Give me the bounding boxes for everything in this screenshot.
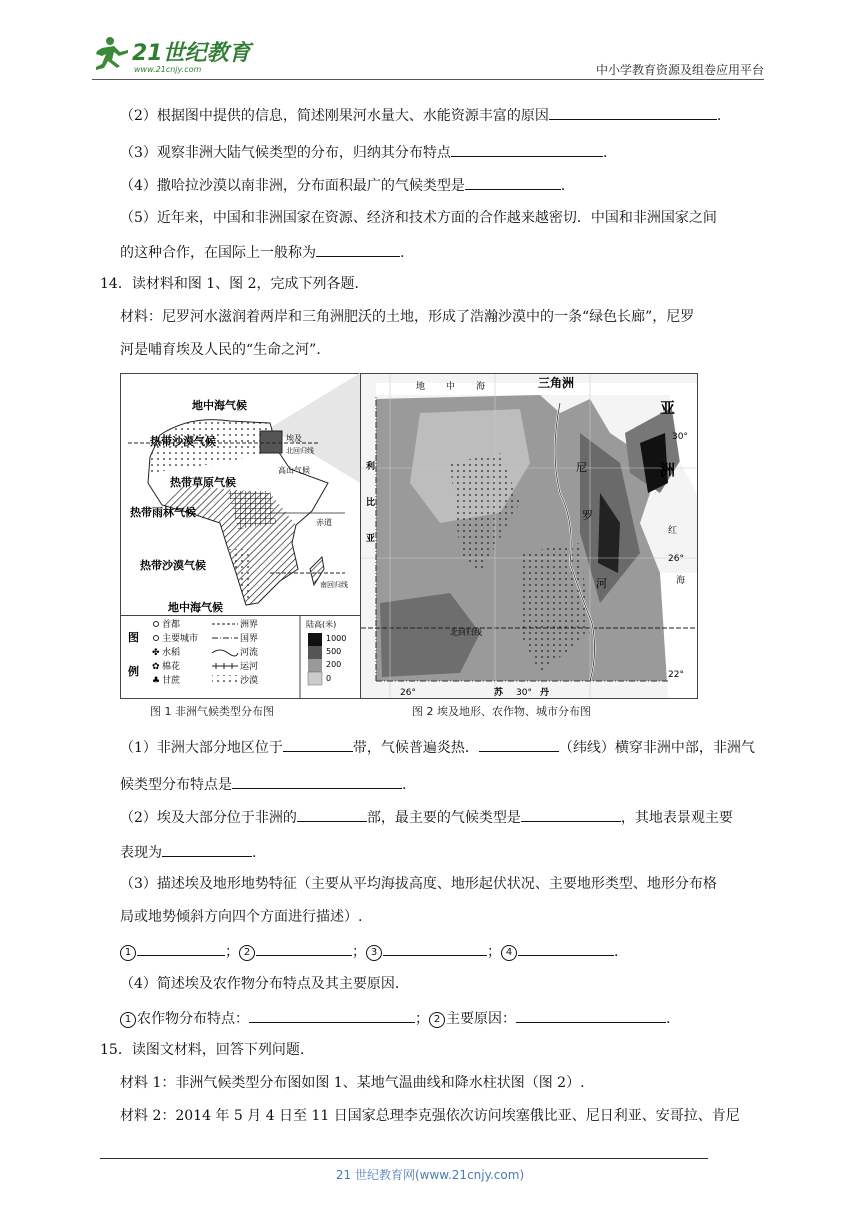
- question-text: ；: [415, 1011, 429, 1027]
- desert-icon: [212, 675, 238, 685]
- egypt-map: [361, 374, 697, 698]
- label-libya-3: 亚: [366, 534, 376, 544]
- legend-canal: 运河: [240, 662, 259, 672]
- label-tropical-desert: 热带沙漠气候: [150, 435, 216, 448]
- svg-text:21世纪教育: 21世纪教育: [132, 41, 251, 66]
- label-asia-2: 洲: [660, 461, 676, 479]
- label-nile-2: 罗: [582, 509, 593, 522]
- svg-text:www.21cnjy.com: www.21cnjy.com: [134, 65, 202, 74]
- question-line: [120, 806, 733, 828]
- answer-blank[interactable]: [549, 104, 717, 120]
- question-text: （4）简述埃及农作物分布特点及其主要原因.: [120, 976, 400, 992]
- legend-river: 河流: [240, 648, 259, 658]
- answer-blank[interactable]: [479, 736, 559, 752]
- question-text: ；: [487, 944, 501, 960]
- question-line: [120, 1007, 670, 1029]
- label-libya-2: 比: [366, 498, 376, 508]
- elevation-swatch-200: [308, 659, 322, 672]
- label-lon-26: 26°: [400, 688, 416, 698]
- label-red-sea-1: 红: [668, 526, 678, 536]
- elevation-0: 0: [326, 674, 332, 683]
- answer-blank[interactable]: [316, 241, 400, 257]
- answer-blank[interactable]: [256, 940, 352, 956]
- label-tropic-cancer-map2: 北回归线: [450, 628, 482, 637]
- elevation-1000: 1000: [326, 634, 347, 643]
- question-text: 部，最主要的气候类型是: [366, 810, 521, 826]
- question-line: [120, 907, 362, 927]
- question-text: .: [614, 944, 619, 960]
- question-line: [120, 940, 618, 962]
- legend-city: 主要城市: [162, 634, 199, 644]
- answer-blank[interactable]: [297, 806, 367, 822]
- legend-title-2: 例: [128, 665, 139, 678]
- circled-number: 2: [239, 945, 255, 961]
- question-text: ，其地表景观主要: [620, 810, 733, 826]
- answer-blank[interactable]: [232, 773, 402, 789]
- legend-title-1: 图: [128, 631, 139, 644]
- legend-cotton: 棉花: [162, 662, 181, 672]
- legend-capital: 首都: [162, 620, 181, 630]
- question-text: ；: [352, 944, 366, 960]
- circled-number: 1: [120, 1012, 136, 1028]
- question-13-3: （3）观察非洲大陆气候类型的分布，归纳其分布特点 .: [120, 141, 607, 163]
- footer-text: 21 世纪教育网(www.21cnjy.com): [335, 1168, 525, 1182]
- label-tropic-cancer: 北回归线: [286, 447, 314, 455]
- legend-sugarcane: 甘蔗: [162, 676, 181, 686]
- platform-name: 中小学教育资源及组卷应用平台: [595, 63, 764, 77]
- sugarcane-icon: ♣: [152, 676, 161, 686]
- figure-maps: [120, 373, 698, 721]
- question-line: [120, 773, 406, 795]
- legend-rice: 水稻: [162, 648, 181, 658]
- question-13-4: （4）撒哈拉沙漠以南非洲，分布面积最广的气候类型是 .: [120, 174, 565, 196]
- question-13-5-cont: 的这种合作，在国际上一般称为 .: [120, 241, 404, 263]
- elevation-swatch-0: [308, 672, 322, 685]
- question-text: .: [252, 845, 257, 861]
- question-text: 候类型分布特点是: [120, 777, 232, 793]
- question-13-5: （5）近年来，中国和非洲国家在资源、经济和技术方面的合作越来越密切．中国和非洲国家之间: [120, 210, 717, 226]
- label-mediterranean: 地中海气候: [192, 399, 247, 412]
- label-red-sea-2: 海: [676, 576, 686, 586]
- label-asia-1: 亚: [660, 399, 676, 417]
- label-map2-hai: 海: [476, 382, 486, 392]
- circled-number: 4: [501, 945, 517, 961]
- material-text-cont: 河是哺育埃及人民的“生命之河”．: [120, 342, 331, 358]
- label-nile-3: 河: [596, 577, 607, 590]
- question-text: （2）埃及大部分位于非洲的: [120, 810, 297, 826]
- question-text: 15．读图文材料，回答下列问题.: [100, 1042, 305, 1058]
- circled-number: 3: [366, 945, 382, 961]
- circled-number: 2: [429, 1012, 445, 1028]
- elevation-200: 200: [326, 660, 342, 669]
- label-sudan-1: 苏: [494, 688, 504, 698]
- label-libya-1: 利: [366, 462, 376, 472]
- label-savanna: 热带草原气候: [170, 476, 236, 489]
- question-line: [120, 1073, 585, 1093]
- label-map2-di: 地: [416, 382, 426, 392]
- label-tropic-capricorn: 南回归线: [320, 581, 348, 589]
- elevation-500: 500: [326, 647, 342, 656]
- figure1-caption: 图 1 非洲气候类型分布图: [150, 705, 274, 718]
- question-line: [120, 736, 755, 758]
- circled-number: 1: [120, 945, 136, 961]
- question-text: 局或地势倾斜方向四个方面进行描述）.: [120, 909, 363, 925]
- question-text: 材料 1：非洲气候类型分布图如图 1、某地气温曲线和降水柱状图（图 2）.: [120, 1075, 585, 1091]
- answer-blank[interactable]: [162, 841, 252, 857]
- cotton-icon: ✿: [152, 662, 160, 672]
- logo-21cnjy: [92, 34, 262, 76]
- question-text: （纬线）横穿非洲中部，非洲气: [558, 740, 755, 756]
- answer-blank[interactable]: [451, 141, 603, 157]
- question-line: [120, 841, 256, 863]
- answer-blank[interactable]: [249, 1007, 415, 1023]
- legend-continent-boundary: 洲界: [240, 620, 259, 630]
- answer-blank[interactable]: [518, 940, 614, 956]
- figure-svg: [120, 373, 698, 721]
- legend-border: 国界: [240, 634, 259, 644]
- label-lat-22: 22°: [668, 670, 684, 680]
- label-rainforest: 热带雨林气候: [130, 506, 196, 519]
- elevation-swatch-500: [308, 646, 322, 659]
- question-text: 主要原因：: [446, 1011, 516, 1027]
- answer-blank[interactable]: [516, 1007, 666, 1023]
- question-text: 材料 2：2014 年 5 月 4 日至 11 日国家总理李克强依次访问埃塞俄比亚、尼日利亚、安哥拉、肯尼: [120, 1108, 740, 1124]
- question-text: 农作物分布特点：: [137, 1011, 249, 1027]
- question-13-2: （2）根据图中提供的信息，简述刚果河水量大、水能资源丰富的原因 .: [120, 104, 721, 126]
- question-text: .: [402, 777, 407, 793]
- label-map2-zhong: 中: [446, 382, 456, 392]
- question-line: [120, 974, 399, 994]
- page-header: [92, 28, 764, 80]
- header-divider: [92, 79, 764, 80]
- question-14-title: 14．读材料和图 1、图 2，完成下列各题．: [100, 276, 369, 292]
- label-mediterranean-south: 地中海气候: [168, 601, 223, 614]
- material-text: 材料：尼罗河水滋润着两岸和三角洲肥沃的土地，形成了浩瀚沙漠中的一条“绿色长廊”，尼罗: [120, 309, 695, 325]
- elevation-swatch-1000: [308, 633, 322, 646]
- label-sudan-2: 丹: [540, 688, 550, 698]
- question-text: 表现为: [120, 845, 162, 861]
- label-highland: 高山气候: [278, 466, 310, 475]
- answer-blank[interactable]: [383, 940, 487, 956]
- question-text: 带，气候普遍炎热．: [352, 740, 479, 756]
- question-text: ；: [225, 944, 239, 960]
- answer-blank[interactable]: [283, 736, 353, 752]
- question-line: [120, 874, 717, 894]
- figure2-caption: 图 2 埃及地形、农作物、城市分布图: [412, 705, 591, 718]
- label-equator: 赤道: [316, 518, 332, 527]
- legend-elevation-title: 陆高(米): [306, 620, 337, 629]
- label-tropical-desert-south: 热带沙漠气候: [140, 559, 206, 572]
- label-egypt: 埃及: [286, 434, 302, 443]
- question-text: .: [666, 1011, 671, 1027]
- footer-divider: [100, 1158, 708, 1159]
- question-line: [120, 1106, 740, 1126]
- label-lat-26: 26°: [668, 554, 684, 564]
- question-line: [100, 1040, 304, 1060]
- question-text: （1）非洲大部分地区位于: [120, 740, 283, 756]
- answer-blank[interactable]: [465, 174, 561, 190]
- label-nile-1: 尼: [576, 461, 587, 474]
- label-lon-30: 30°: [516, 688, 532, 698]
- city-icon: [154, 636, 159, 641]
- rice-icon: ✤: [152, 648, 160, 658]
- legend-desert: 沙漠: [240, 676, 259, 686]
- label-delta: 三角洲: [538, 376, 575, 390]
- label-lat-30: 30°: [672, 432, 688, 442]
- answer-blank[interactable]: [521, 806, 621, 822]
- answer-blank[interactable]: [137, 940, 225, 956]
- question-text: （3）描述埃及地形地势特征（主要从平均海拔高度、地形起伏状况、主要地形类型、地形分布格: [120, 876, 717, 892]
